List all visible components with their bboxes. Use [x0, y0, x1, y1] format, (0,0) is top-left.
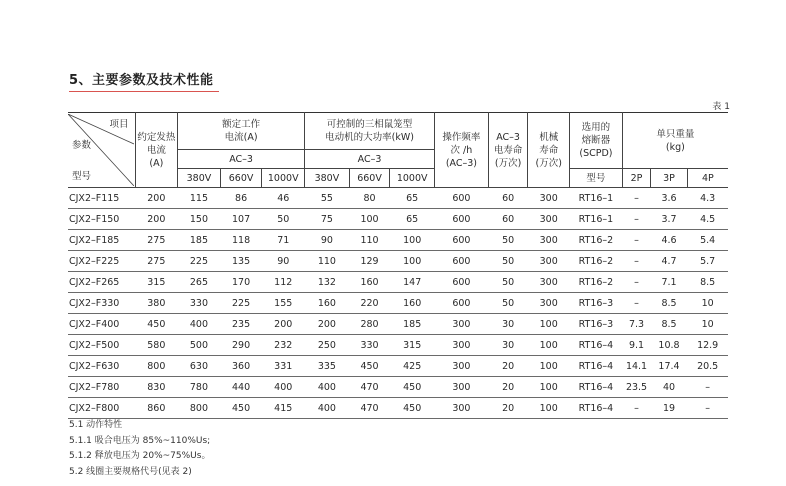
title-underline	[69, 91, 219, 92]
table-row: CJX2–F150 200 150 107 50 75 100 65 600 60 300 RT16–1 – 3.7 4.5	[68, 209, 728, 230]
note-line: 5.1.1 吸合电压为 85%~110%Us;	[69, 435, 211, 446]
spec-table	[68, 112, 728, 419]
fuse-header: 选用的 熔断器 (SCPD)	[570, 113, 623, 169]
op-frequency-header: 操作频率 次 /h (AC–3)	[435, 113, 489, 188]
voltage-660v: 660V	[220, 169, 262, 188]
power-380v: 380V	[305, 169, 350, 188]
power-1000v: 1000V	[390, 169, 435, 188]
electrical-life-header: AC–3 电寿命 (万次)	[488, 113, 528, 188]
motor-power-header: 可控制的三相鼠笼型 电动机的大功率(kW)	[305, 113, 435, 150]
corner-item-label: 项目	[109, 119, 129, 130]
notes-section	[69, 418, 210, 480]
table-row: CJX2–F800 860 800 450 415 400 470 450 300 20 100 RT16–4 – 19 –	[68, 398, 728, 419]
pole-2p: 2P	[622, 169, 650, 188]
note-line: 5.1.2 释放电压为 20%~75%Us。	[69, 451, 211, 461]
weight-header: 单只重量 (kg)	[622, 113, 728, 169]
power-660v: 660V	[349, 169, 390, 188]
table-row: CJX2–F265 315 265 170 112 132 160 147 600 50 300 RT16–2 – 7.1 8.5	[68, 272, 728, 293]
fuse-model-header: 型号	[570, 169, 623, 188]
pole-4p: 4P	[687, 169, 728, 188]
motor-power-ac3: AC–3	[305, 150, 435, 169]
voltage-380v: 380V	[178, 169, 221, 188]
voltage-1000v: 1000V	[262, 169, 305, 188]
section-title: 5、主要参数及技术性能	[69, 73, 214, 88]
table-number: 表 1	[712, 102, 730, 112]
note-line: 5.1 动作特性	[69, 420, 123, 430]
table-row: CJX2–F330 380 330 225 155 160 220 160 600 50 300 RT16–3 – 8.5 10	[68, 293, 728, 314]
mechanical-life-header: 机械 寿命 (万次)	[528, 113, 570, 188]
table-row: CJX2–F500 580 500 290 232 250 330 315 300 30 100 RT16–4 9.1 10.8 12.9	[68, 335, 728, 356]
working-current-header: 额定工作 电流(A)	[178, 113, 305, 150]
table-row: CJX2–F400 450 400 235 200 200 280 185 300 30 100 RT16–3 7.3 8.5 10	[68, 314, 728, 335]
heat-current-header: 约定发热 电流 (A)	[135, 113, 178, 188]
corner-model-label: 型号	[72, 171, 92, 182]
table-row: CJX2–F115 200 115 86 46 55 80 65 600 60 300 RT16–1 – 3.6 4.3	[68, 188, 728, 209]
table-row: CJX2–F630 800 630 360 331 335 450 425 300 20 100 RT16–4 14.1 17.4 20.5	[68, 356, 728, 377]
pole-3p: 3P	[651, 169, 688, 188]
table-row: CJX2–F185 275 185 118 71 90 110 100 600 50 300 RT16–2 – 4.6 5.4	[68, 230, 728, 251]
table-row: CJX2–F225 275 225 135 90 110 129 100 600 50 300 RT16–2 – 4.7 5.7	[68, 251, 728, 272]
corner-param-label: 参数	[72, 140, 92, 151]
corner-header-cell	[68, 113, 135, 188]
table-row: CJX2–F780 830 780 440 400 400 470 450 300 20 100 RT16–4 23.5 40 –	[68, 377, 728, 398]
working-current-ac3: AC–3	[178, 150, 305, 169]
note-line: 5.2 线圈主要规格代号(见表 2)	[69, 466, 192, 477]
